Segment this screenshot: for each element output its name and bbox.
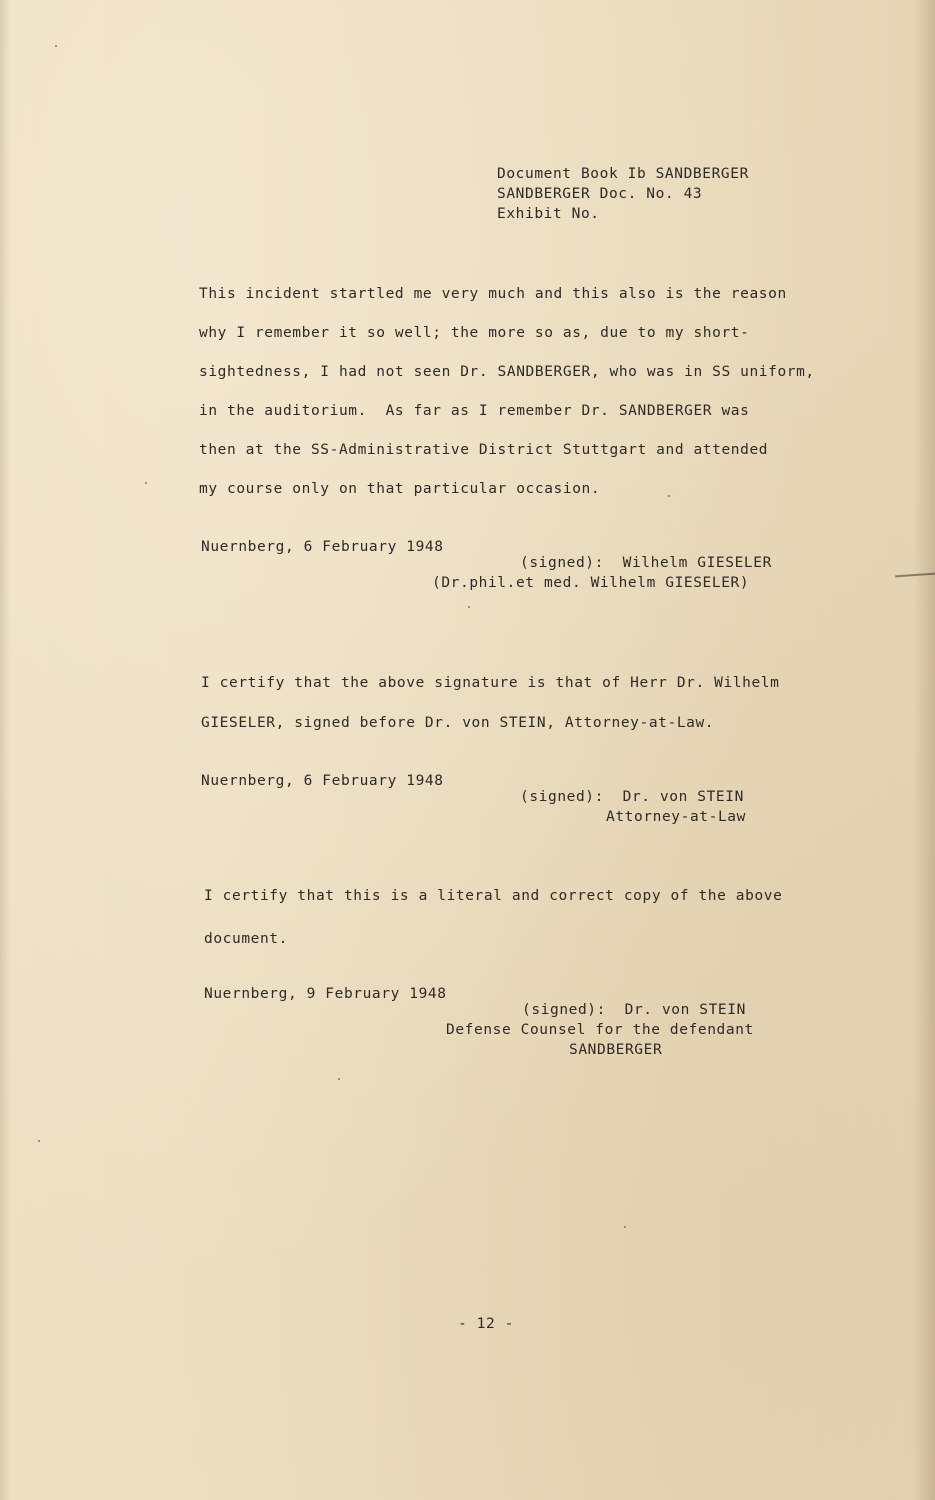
paper-speck [668,495,670,497]
paper-speck [338,1078,340,1080]
certification-1-signed: (signed): Dr. von STEIN [520,789,744,805]
certification-2-signed: (signed): Dr. von STEIN [522,1002,746,1018]
certification-1-place-date: Nuernberg, 6 February 1948 [201,773,444,789]
paper-speck [624,1226,626,1228]
body-line: This incident startled me very much and this also is the reason [199,286,787,302]
certification-2-title: Defense Counsel for the defendant [446,1022,754,1038]
body-line: sightedness, I had not seen Dr. SANDBERGER, who was in SS uniform, [199,364,815,380]
body-line: then at the SS-Administrative District Stuttgart and attended [199,442,769,458]
certification-2-place-date: Nuernberg, 9 February 1948 [204,986,447,1002]
certification-2-line: document. [204,931,288,947]
paper-speck [38,1140,40,1142]
body-line: my course only on that particular occasion. [199,481,601,497]
body-line: in the auditorium. As far as I remember Dr. SANDBERGER was [199,403,750,419]
paper-speck [55,45,57,47]
certification-2-defendant: SANDBERGER [569,1042,663,1058]
header-doc-number: SANDBERGER Doc. No. 43 [497,186,703,202]
certification-1-title: Attorney-at-Law [606,809,746,825]
body-line: why I remember it so well; the more so as, due to my short- [199,325,750,341]
page-left-shadow [0,0,10,1500]
header-document-book: Document Book Ib SANDBERGER [497,166,749,182]
statement-signer-name: (Dr.phil.et med. Wilhelm GIESELER) [432,575,750,591]
paper-speck [468,606,470,608]
statement-place-date: Nuernberg, 6 February 1948 [201,539,444,555]
header-exhibit-number: Exhibit No. [497,206,600,222]
certification-2-line: I certify that this is a literal and correct copy of the above [204,888,783,904]
page-number: - 12 - [458,1316,514,1332]
paper-speck [145,482,147,484]
page-right-shadow [913,0,935,1500]
certification-1-line: GIESELER, signed before Dr. von STEIN, Attorney-at-Law. [201,715,715,731]
certification-1-line: I certify that the above signature is that of Herr Dr. Wilhelm [201,675,780,691]
statement-signed: (signed): Wilhelm GIESELER [520,555,772,571]
